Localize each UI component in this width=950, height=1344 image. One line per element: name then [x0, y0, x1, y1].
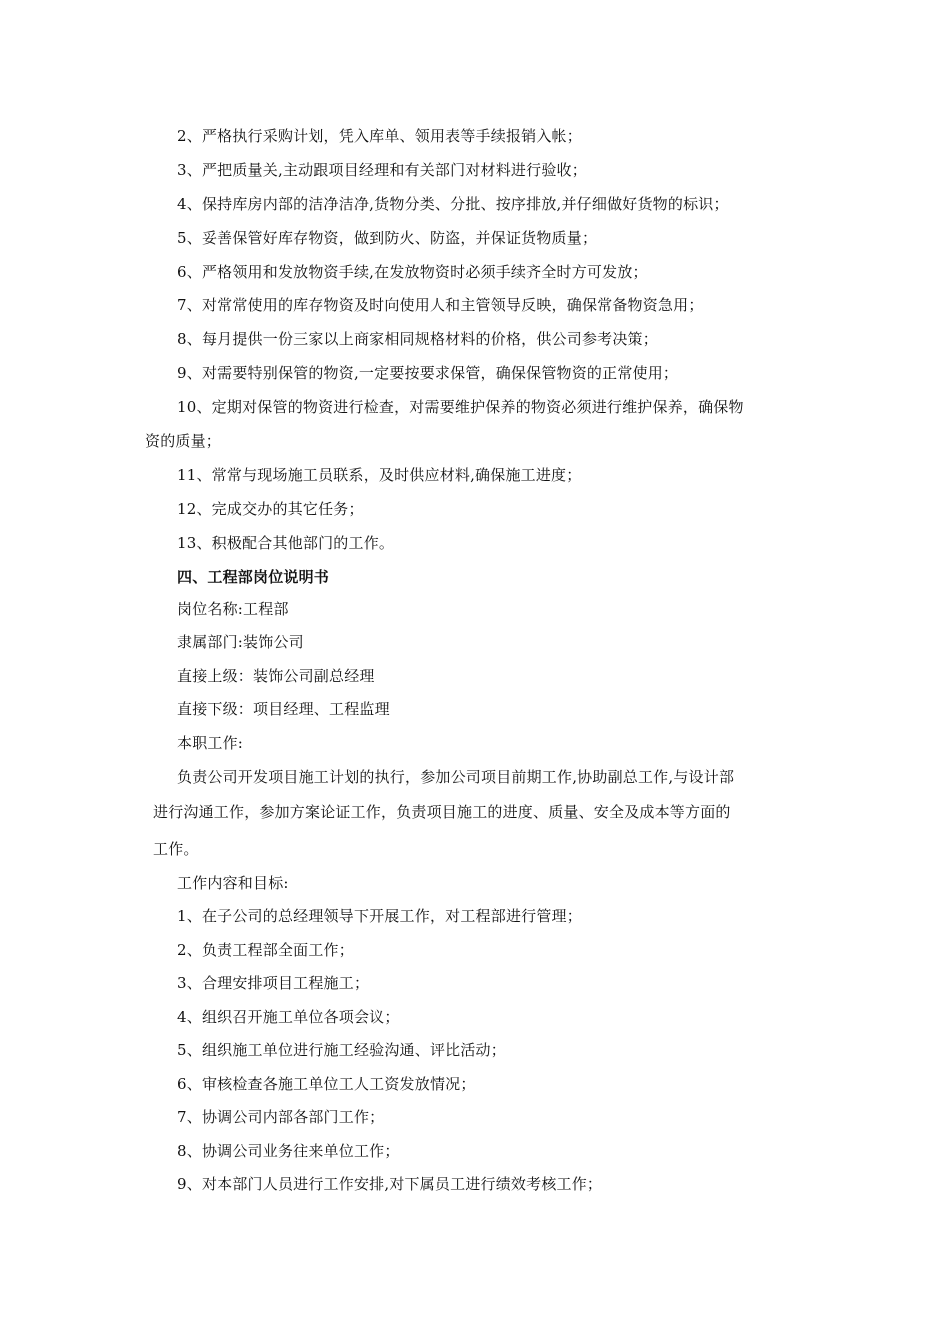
list-item: 2、严格执行采购计划，凭入库单、领用表等手续报销入帐；: [177, 127, 582, 145]
list-item: 3、合理安排项目工程施工；: [177, 974, 370, 992]
section-heading: 四、工程部岗位说明书: [177, 568, 330, 586]
list-item-continuation: 资的质量；: [145, 432, 222, 450]
list-item: 5、组织施工单位进行施工经验沟通、评比活动；: [177, 1041, 506, 1059]
list-item: 6、审核检查各施工单位工人工资发放情况；: [177, 1075, 476, 1093]
list-item: 9、对本部门人员进行工作安排,对下属员工进行绩效考核工作；: [177, 1175, 603, 1193]
list-item: 10、定期对保管的物资进行检查，对需要维护保养的物资必须进行维护保养，确保物: [177, 398, 744, 416]
duty-label: 本职工作:: [177, 734, 244, 752]
department: 隶属部门:装饰公司: [177, 633, 304, 651]
list-item: 3、严把质量关,主动跟项目经理和有关部门对材料进行验收；: [177, 161, 587, 179]
list-item: 4、保持库房内部的洁净洁净,货物分类、分批、按序排放,并仔细做好货物的标识；: [177, 195, 729, 213]
list-item: 8、每月提供一份三家以上商家相同规格材料的价格，供公司参考决策；: [177, 330, 658, 348]
post-name: 岗位名称:工程部: [177, 600, 289, 618]
list-item: 13、积极配合其他部门的工作。: [177, 534, 395, 552]
duty-paragraph-line: 进行沟通工作，参加方案论证工作，负责项目施工的进度、质量、安全及成本等方面的: [153, 803, 731, 821]
list-item: 7、协调公司内部各部门工作；: [177, 1108, 385, 1126]
list-item: 6、严格领用和发放物资手续,在发放物资时必须手续齐全时方可发放；: [177, 263, 648, 281]
duty-paragraph-line: 工作。: [153, 840, 199, 858]
list-item: 8、协调公司业务往来单位工作；: [177, 1142, 400, 1160]
duty-paragraph-line: 负责公司开发项目施工计划的执行，参加公司项目前期工作,协助副总工作,与设计部: [177, 768, 735, 786]
direct-subordinate: 直接下级：项目经理、工程监理: [177, 700, 390, 718]
list-item: 1、在子公司的总经理领导下开展工作，对工程部进行管理；: [177, 907, 582, 925]
direct-superior: 直接上级：装饰公司副总经理: [177, 667, 375, 685]
list-item: 12、完成交办的其它任务；: [177, 500, 364, 518]
list-item: 7、对常常使用的库存物资及时向使用人和主管领导反映，确保常备物资急用；: [177, 296, 704, 314]
list-item: 11、常常与现场施工员联系，及时供应材料,确保施工进度；: [177, 466, 582, 484]
list-item: 2、负责工程部全面工作；: [177, 941, 354, 959]
list-item: 5、妥善保管好库存物资，做到防火、防盗，并保证货物质量；: [177, 229, 598, 247]
content-label: 工作内容和目标:: [177, 874, 289, 892]
list-item: 9、对需要特别保管的物资,一定要按要求保管，确保保管物资的正常使用；: [177, 364, 679, 382]
list-item: 4、组织召开施工单位各项会议；: [177, 1008, 400, 1026]
